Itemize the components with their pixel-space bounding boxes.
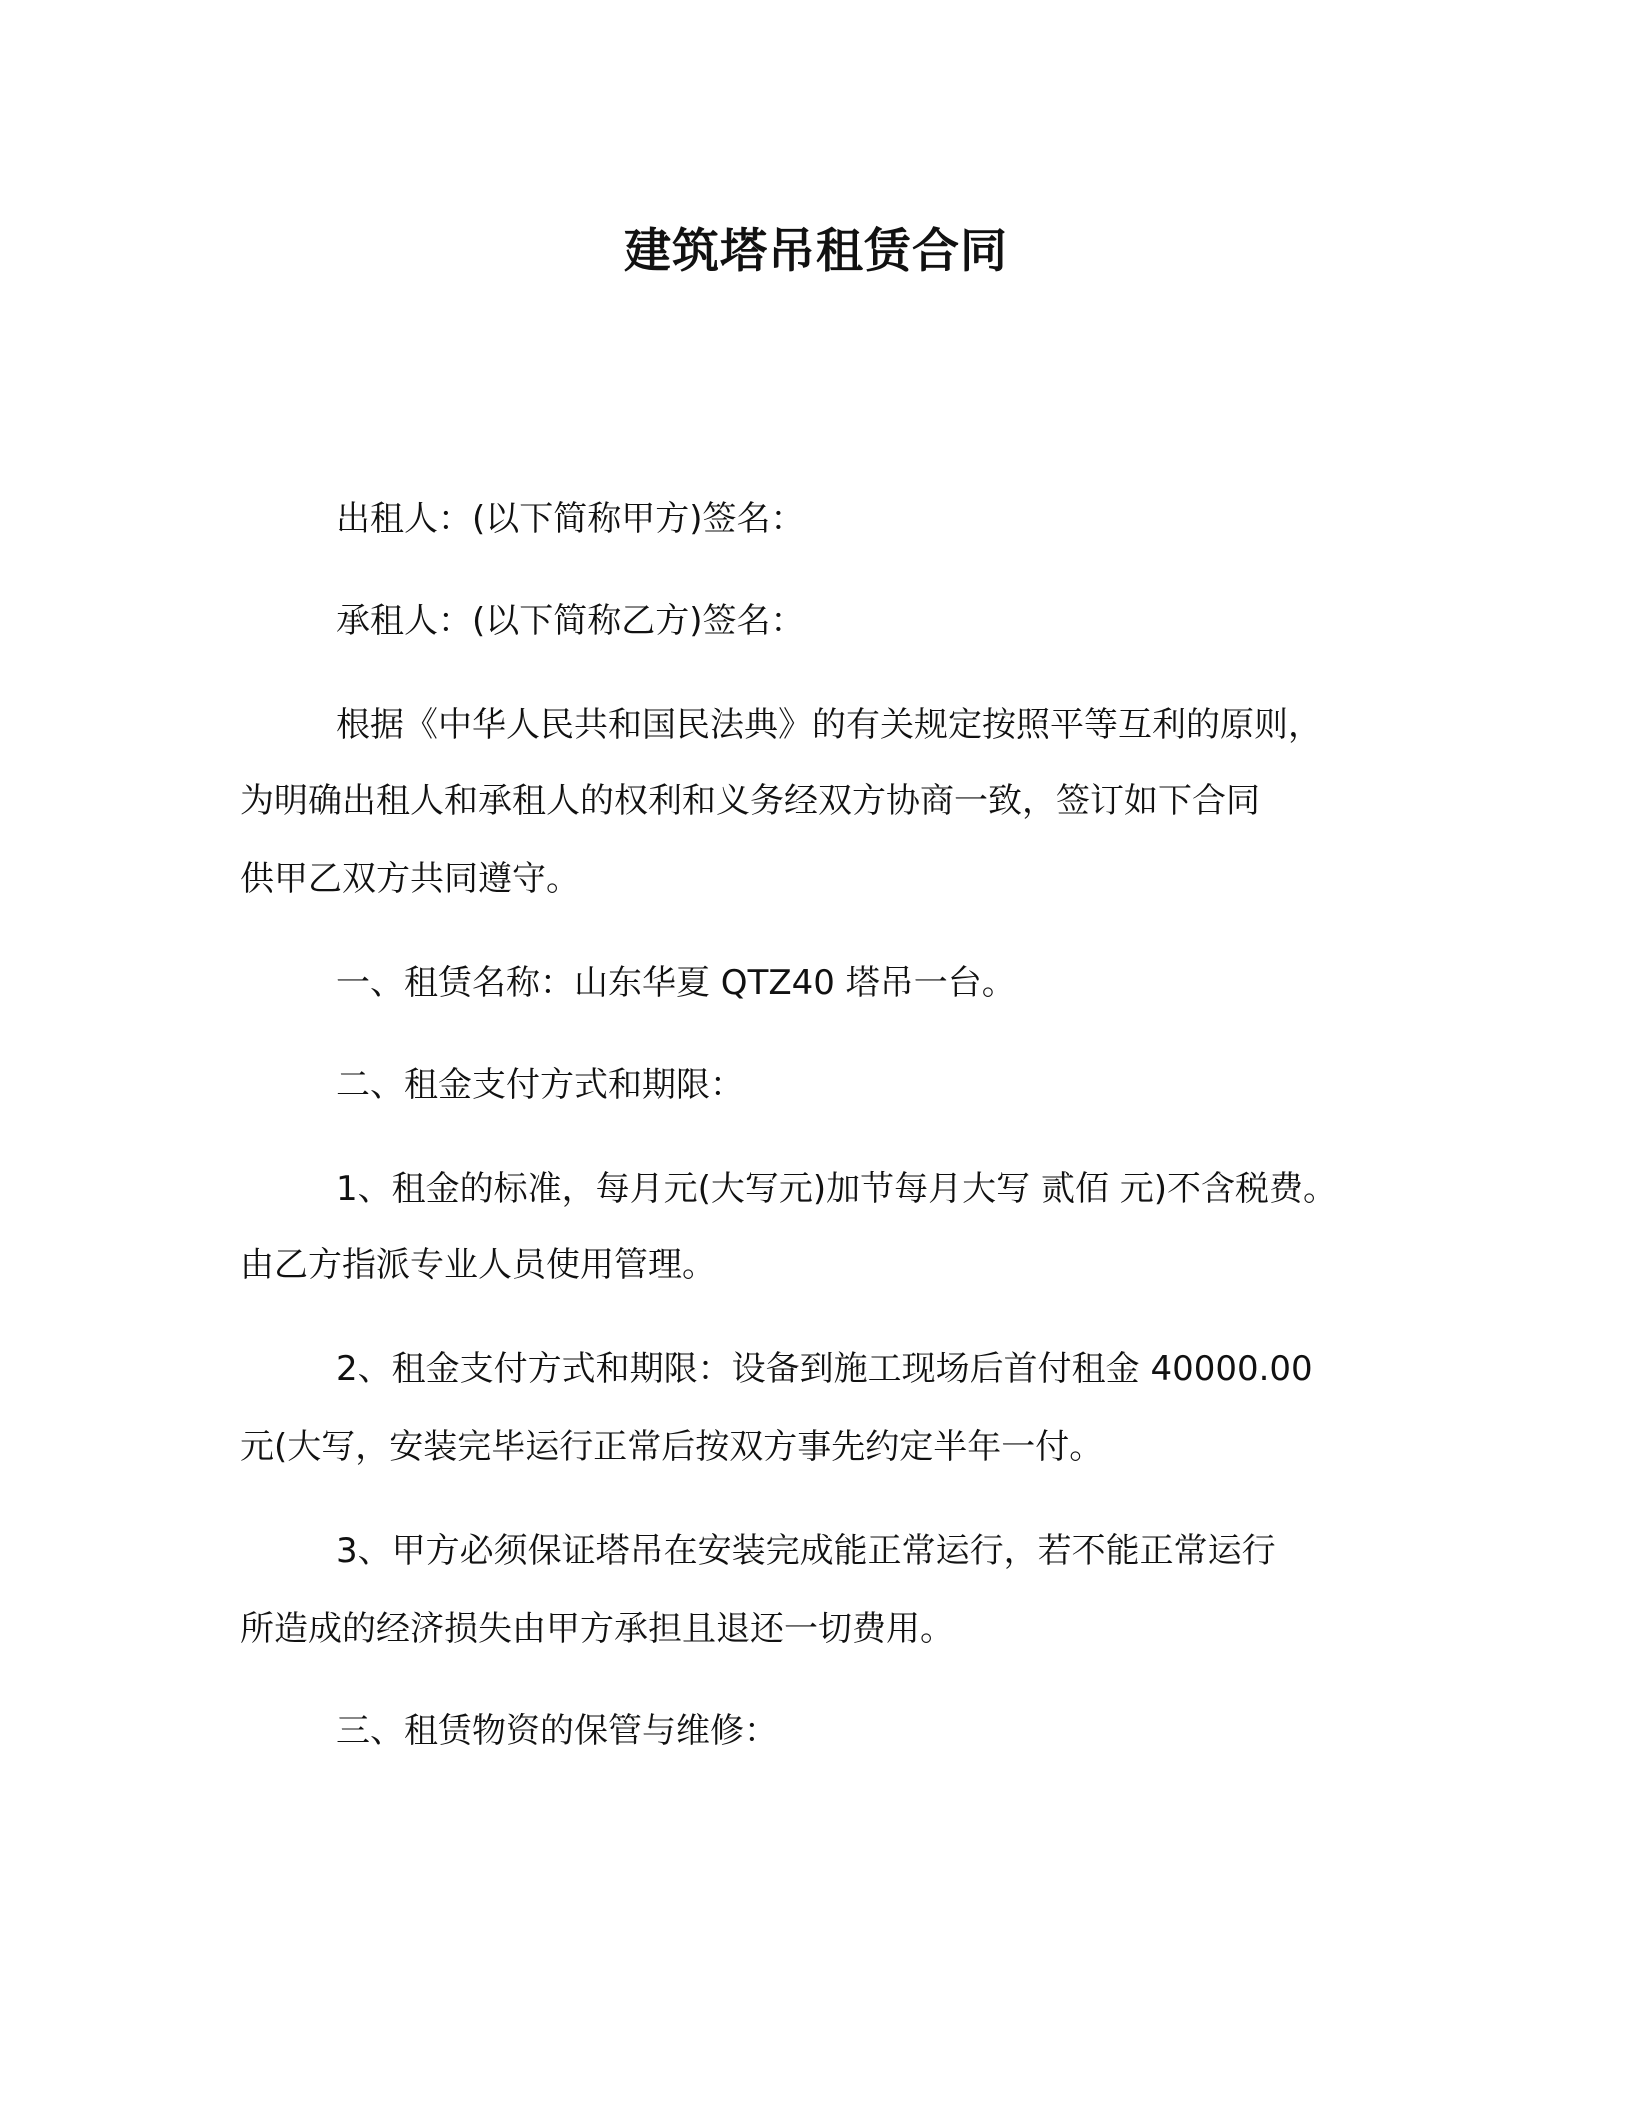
document-title: 建筑塔吊租赁合同	[624, 224, 1008, 279]
lessor-line: 出租人：(以下简称甲方)签名：	[336, 499, 805, 539]
section-3-heading: 三、租赁物资的保管与维修：	[336, 1711, 778, 1751]
clause-1-line-2: 由乙方指派专业人员使用管理。	[240, 1245, 716, 1285]
lessee-line: 承租人：(以下简称乙方)签名：	[336, 601, 805, 641]
preamble-line-2: 为明确出租人和承租人的权利和义务经双方协商一致，签订如下合同	[240, 781, 1260, 821]
clause-2-line-2: 元(大写，安装完毕运行正常后按双方事先约定半年一付。	[240, 1427, 1104, 1467]
section-2-heading: 二、租金支付方式和期限：	[336, 1065, 744, 1105]
preamble-line-1: 根据《中华人民共和国民法典》的有关规定按照平等互利的原则，	[336, 705, 1322, 745]
clause-3-line-1: 3、甲方必须保证塔吊在安装完成能正常运行，若不能正常运行	[336, 1531, 1276, 1571]
preamble-line-3: 供甲乙双方共同遵守。	[240, 859, 580, 899]
section-1-heading: 一、租赁名称：山东华夏 QTZ40 塔吊一台。	[336, 963, 1016, 1003]
clause-3-line-2: 所造成的经济损失由甲方承担且退还一切费用。	[240, 1609, 954, 1649]
clause-2-line-1: 2、租金支付方式和期限：设备到施工现场后首付租金 40000.00	[336, 1349, 1313, 1389]
clause-1-line-1: 1、租金的标准，每月元(大写元)加节每月大写 贰佰 元)不含税费。	[336, 1169, 1338, 1209]
